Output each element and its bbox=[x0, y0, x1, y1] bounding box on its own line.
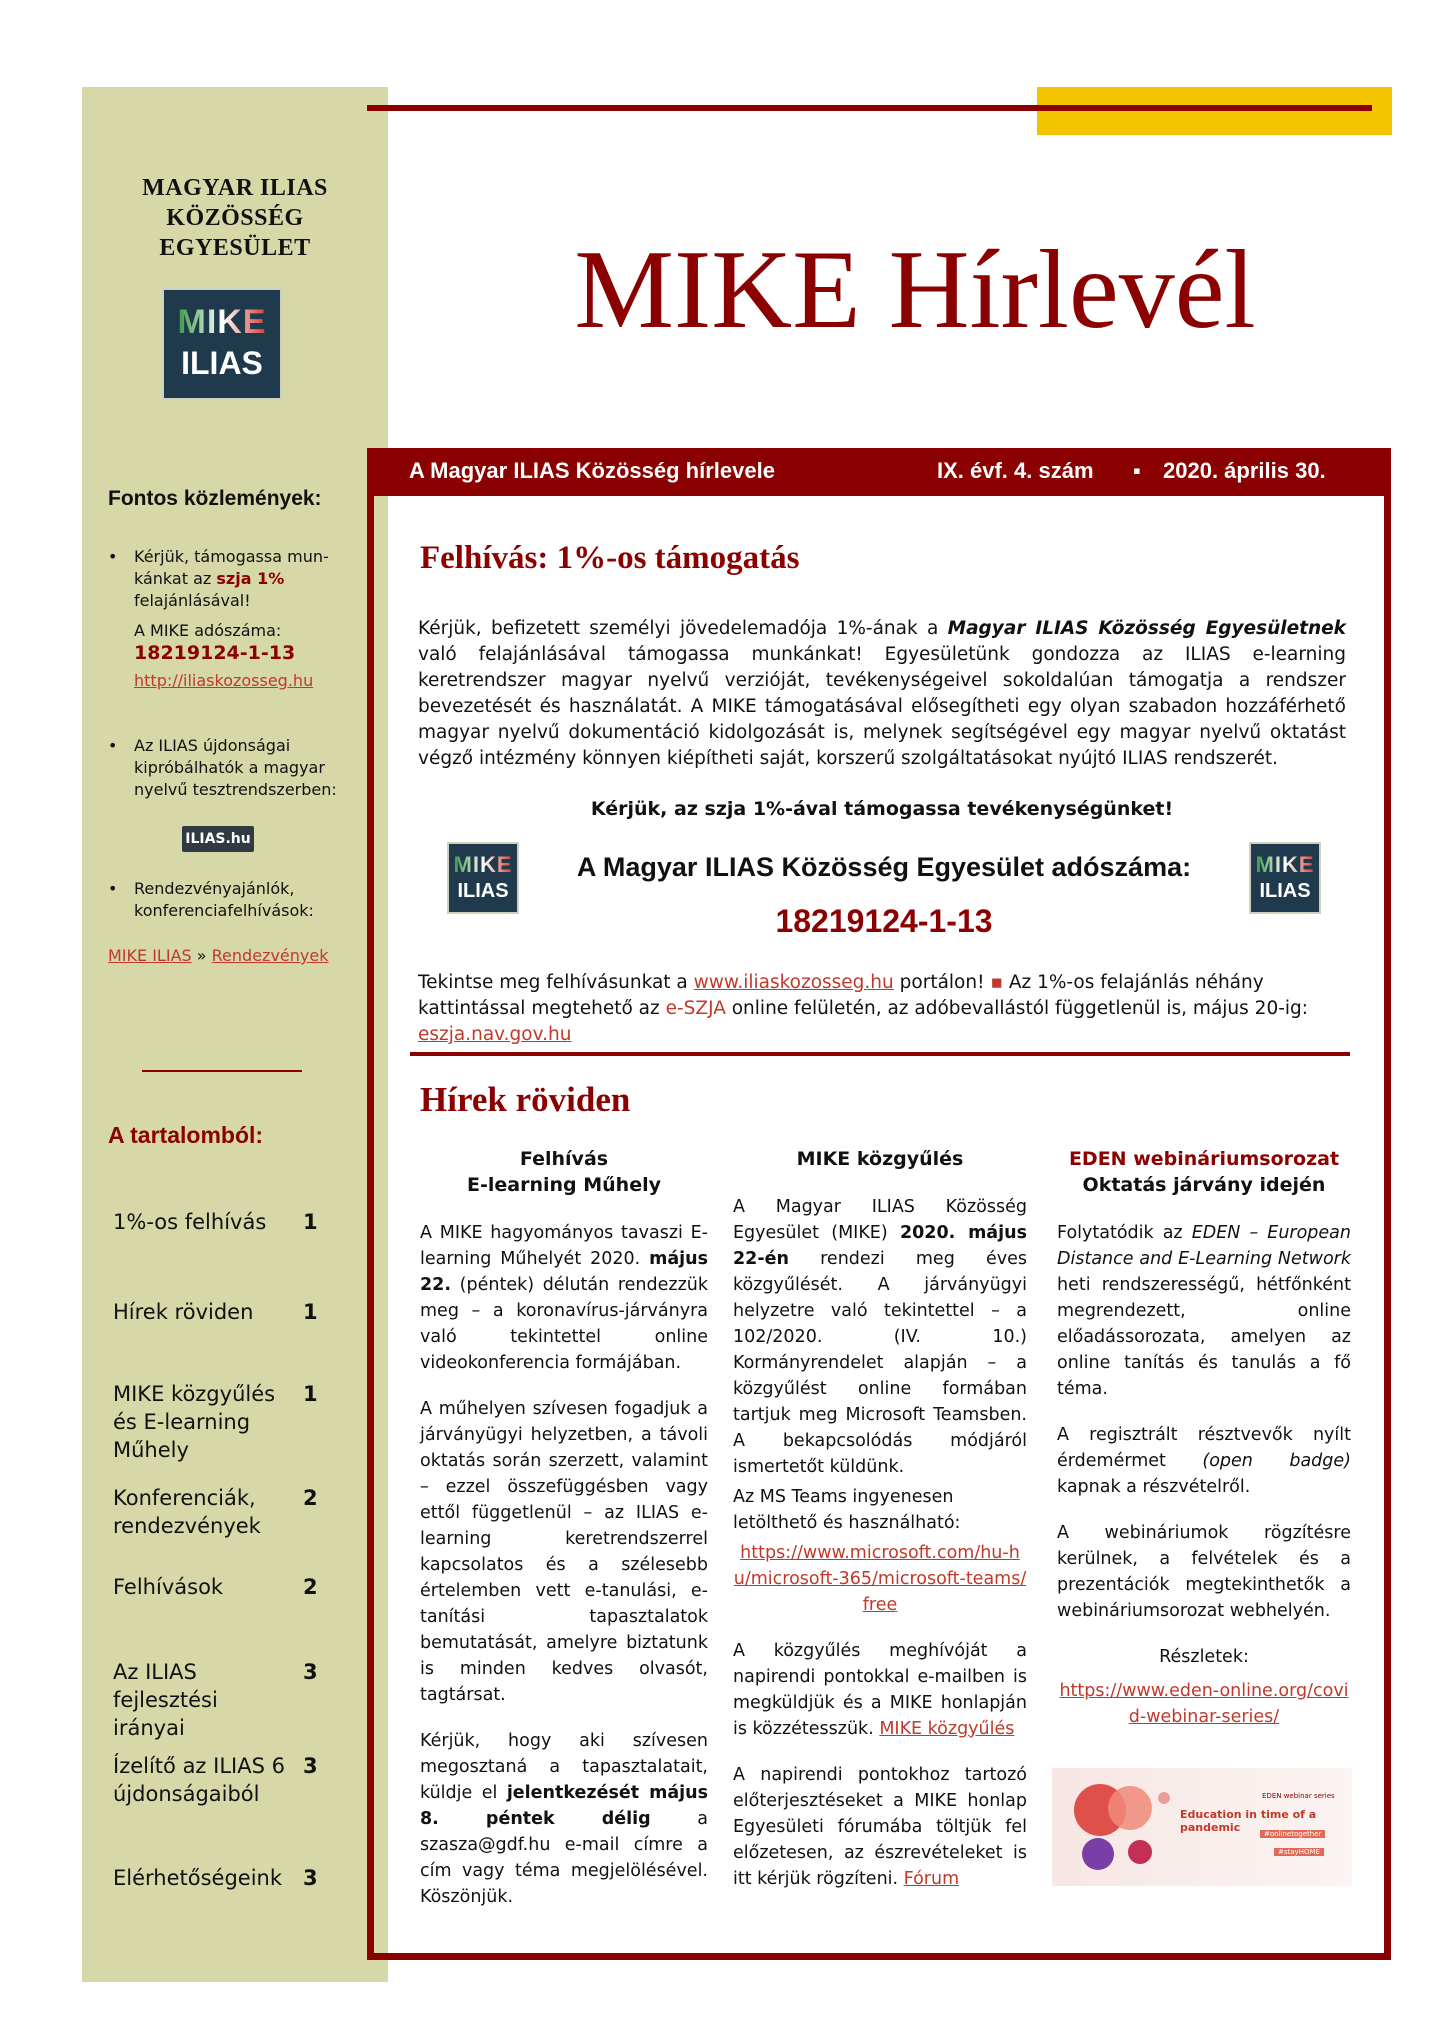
toc-item[interactable]: MIKE közgyűlés és E-learning Műhely 1 bbox=[113, 1382, 318, 1462]
section-divider bbox=[410, 1052, 1350, 1056]
appeal-cta: Kérjük, az szja 1%-ával támogassa tevékenységünket! bbox=[590, 798, 1174, 820]
sidebar-tax-number: 18219124-1-13 bbox=[134, 642, 296, 664]
tax-label: A Magyar ILIAS Közösség Egyesület adószáma: bbox=[576, 852, 1192, 882]
assembly-link[interactable]: MIKE közgyűlés bbox=[879, 1719, 1015, 1739]
sidebar-divider bbox=[142, 1070, 302, 1072]
toc-item[interactable]: Ízelítő az ILIAS 6 újdonságaiból 3 bbox=[113, 1754, 318, 1806]
news-column-eden: EDEN webináriumsorozat Oktatás járvány idején Folytatódik az EDEN – European Distance and E-Learning Network heti rendszerességű, hétfőnként megrendezett, online előadássorozata, amelyen az online tanítás és tanulás a fő téma. A regisztrált résztvevők nyílt érdemérmet (open badge) kapnak a részvételről. A webináriumok rögzítésre kerülnek, a felvételek és a prezentációk megtekinthetők a webináriumsorozat webhelyén. Részletek: https://www.eden-online.org/covid-webinar-series/ bbox=[1057, 1148, 1351, 1727]
news-column-assembly: MIKE közgyűlés A Magyar ILIAS Közösség Egyesület (MIKE) 2020. május 22-én rendezi meg éves közgyűlését. A járványügyi helyzetre való tekintettel – a 102/2020. (IV. 10.) Kormányrendelet alapján – a közgyűlést online formában tartjuk meg Microsoft Teamsben. A bekapcsolódás módjáról ismertetőt küldünk. Az MS Teams ingyenesen letölthető és használható: https://www.microsoft.com/hu-hu/microsoft-365/microsoft-teams/free A közgyűlés meghívóját a napirendi pontokkal e-mailben is megküldjük és a MIKE honlapján is közzétesszük. MIKE közgyűlés A napirendi pontokhoz tartozó előterjesztéseket a MIKE honlap Egyesületi fórumába töltjük fel előzetesen, az észrevételeket is itt kérjük rögzíteni. Fórum bbox=[733, 1148, 1027, 1889]
toc-item[interactable]: Felhívások 2 bbox=[113, 1575, 318, 1599]
toc-item[interactable]: 1%-os felhívás 1 bbox=[113, 1210, 318, 1234]
toc-heading: A tartalomból: bbox=[108, 1122, 264, 1148]
organization-name: MAGYAR ILIAS KÖZÖSSÉG EGYESÜLET bbox=[142, 175, 328, 261]
news-heading: Hírek röviden bbox=[420, 1080, 631, 1119]
appeal-footer: Tekintse meg felhívásunkat a www.iliaskozosseg.hu portálon! ▪ Az 1%-os felajánlás néhány kattintással megtehető az e-SZJA online felületén, az adóbevallástól függetlenül is, május 20-ig: eszja.nav.gov.hu bbox=[418, 972, 1309, 1045]
appeal-heading: Felhívás: 1%-os támogatás bbox=[420, 540, 800, 576]
ilias-hu-badge[interactable]: ILIAS.hu bbox=[182, 826, 254, 852]
issue-banner: A Magyar ILIAS Közösség hírlevele IX. évf. 4. szám ▪ 2020. április 30. bbox=[367, 448, 1391, 496]
eszja-label: e-SZJA bbox=[665, 998, 726, 1019]
banner-date: 2020. április 30. bbox=[1163, 458, 1326, 483]
eden-link[interactable]: https://www.eden-online.org/covid-webinar-series/ bbox=[1059, 1681, 1349, 1727]
banner-issue: IX. évf. 4. szám bbox=[937, 458, 1094, 483]
eden-webinar-image: EDEN webinar series Education in time of a pandemic #onlinetogether #stayHOME bbox=[1052, 1768, 1352, 1886]
toc-item[interactable]: Konferenciák, rendezvények 2 bbox=[113, 1486, 318, 1538]
appeal-paragraph: Kérjük, befizetett személyi jövedelemadója 1%-ának a Magyar ILIAS Közösség Egyesületnek való felajánlásával támogassa munkánkat! Egyesületünk gondozza az ILIAS e-learning keretrendszer magyar nyelvű verzióját, tevékenységeivel sokoldalúan támogatja a rendszer bevezetését és használatát. A MIKE támogatásával elősegítheti egy olyan szabadon hozzáférhető magyar nyelvű dokumentáció kidolgozását is, melynek segítségével egy magyar nyelvű oktatást végző intézmény könnyen kiépítheti saját, korszerű szolgáltatásokat nyújtó ILIAS rendszerét. bbox=[418, 618, 1346, 769]
newsletter-title: MIKE Hírlevél bbox=[574, 228, 1256, 352]
forum-link[interactable]: Fórum bbox=[903, 1869, 960, 1889]
notice-events: • Rendezvényajánlók, konferenciafelhívások: bbox=[108, 879, 314, 920]
iliaskozosseg-link[interactable]: http://iliaskozosseg.hu bbox=[134, 671, 314, 690]
mike-ilias-logo-left: MIKE ILIAS bbox=[447, 842, 519, 914]
events-links: MIKE ILIAS » Rendezvények bbox=[108, 946, 329, 965]
iliaskozosseg-portal-link[interactable]: www.iliaskozosseg.hu bbox=[693, 972, 894, 993]
eszja-link[interactable]: eszja.nav.gov.hu bbox=[418, 1024, 572, 1045]
mike-ilias-logo: MIKE ILIAS bbox=[162, 288, 282, 400]
toc-item[interactable]: Elérhetőségeink 3 bbox=[113, 1866, 318, 1890]
rendezvenyek-link[interactable]: Rendezvények bbox=[211, 946, 329, 965]
toc-item[interactable]: Az ILIAS fejlesztési irányai 3 bbox=[113, 1660, 318, 1740]
ms-teams-link[interactable]: https://www.microsoft.com/hu-hu/microsoft-365/microsoft-teams/free bbox=[733, 1543, 1027, 1615]
header-gold-bar bbox=[1037, 87, 1392, 135]
news-column-eworkshop: Felhívás E-learning Műhely A MIKE hagyományos tavaszi E-learning Műhelyét 2020. május 22. (péntek) délután rendezzük meg – a koronavírus-járványra való tekintettel online videokonferencia formájában. A műhelyen szívesen fogadjuk a járványügyi helyzetben, a távoli oktatás során szerzett, valamint – ezzel összefüggésben vagy ettől függetlenül – az ILIAS e-learning keretrendszerrel kapcsolatos és a szélesebb értelemben vett e-tanulási, e-tanítási tapasztalatok bemutatását, amelyre biztatunk is minden kedves olvasót, tagtársat. Kérjük, hogy aki szívesen megosztaná a tapasztalatait, küldje el jelentkezését május 8. péntek délig a szasza@gdf.hu e-mail címre a cím vagy téma megjelölésével. Köszönjük. bbox=[420, 1148, 709, 1907]
header-rule bbox=[367, 105, 1372, 111]
notice-support: • Kérjük, támogassa mun- kánkat az szja 1% felajánlásával! A MIKE adószáma: 18219124-1-13 http://iliaskozosseg.hu bbox=[108, 546, 348, 692]
mike-ilias-logo-right: MIKE ILIAS bbox=[1249, 842, 1321, 914]
notices-heading: Fontos közlemények: bbox=[108, 487, 322, 510]
notice-testsystem: • Az ILIAS újdonságai kipróbálhatók a magyar nyelvű tesztrendszerben: bbox=[108, 736, 337, 799]
mike-ilias-link[interactable]: MIKE ILIAS bbox=[108, 946, 192, 965]
banner-subtitle: A Magyar ILIAS Közösség hírlevele bbox=[409, 458, 775, 483]
tax-number: 18219124-1-13 bbox=[775, 903, 993, 939]
toc-item[interactable]: Hírek röviden 1 bbox=[113, 1300, 318, 1324]
